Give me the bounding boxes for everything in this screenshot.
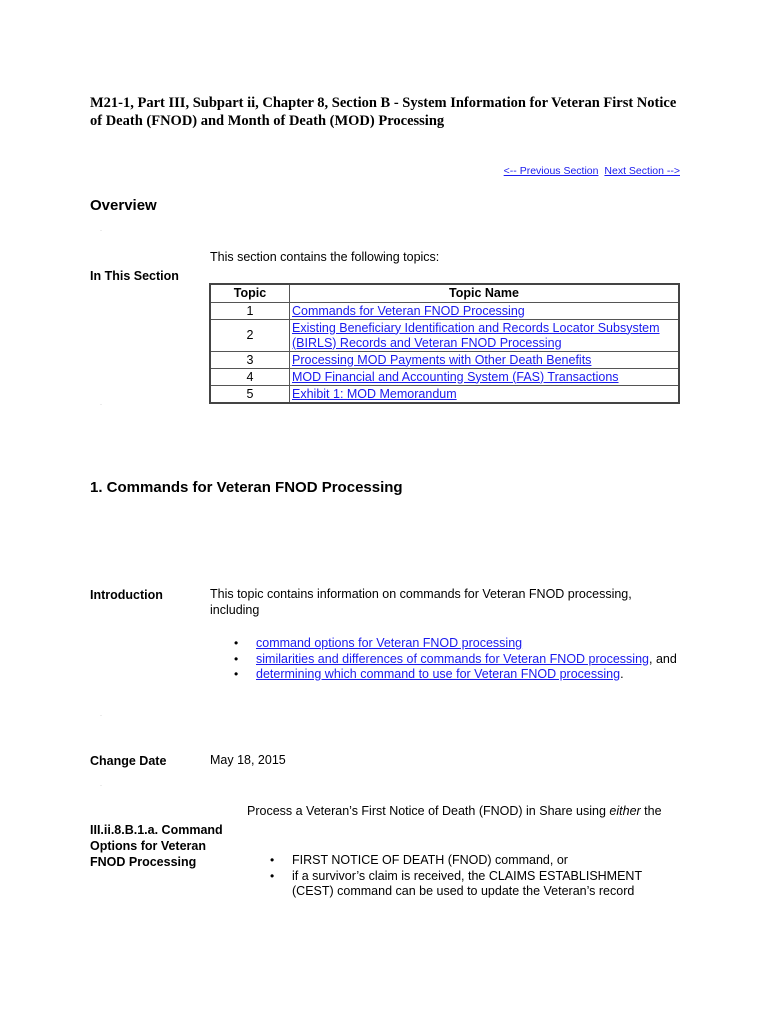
table-row: [210, 369, 679, 386]
topics-table: [209, 283, 680, 404]
divider-mark: ·: [100, 402, 102, 408]
table-row: [210, 386, 679, 404]
block-a-text: [247, 804, 687, 820]
topic-link[interactable]: MOD Financial and Accounting System (FAS) Transactions: [292, 369, 619, 384]
divider-mark: ·: [100, 783, 102, 789]
bullet-suffix: .: [620, 667, 624, 681]
table-row: [210, 320, 679, 352]
topic-number: 1: [210, 303, 290, 320]
block-a-text-end: the: [640, 804, 662, 818]
table-row: [210, 303, 679, 320]
list-item: • if a survivor’s claim is received, the CLAIMS ESTABLISHMENT (CEST) command can be used to update the Veteran’s record: [268, 869, 668, 900]
topic-link[interactable]: Exhibit 1: MOD Memorandum: [292, 386, 457, 401]
change-date-label: Change Date: [90, 754, 167, 768]
topic-number: 4: [210, 369, 290, 386]
topic-number: 5: [210, 386, 290, 404]
bullet-suffix: , and: [649, 651, 677, 666]
divider-mark: ·: [100, 228, 102, 234]
change-date-value: May 18, 2015: [210, 753, 286, 767]
in-this-section-label: In This Section: [90, 269, 179, 283]
section-heading: 1. Commands for Veteran FNOD Processing: [90, 479, 403, 496]
list-item: • FIRST NOTICE OF DEATH (FNOD) command, or: [268, 853, 668, 869]
table-row: [210, 352, 679, 369]
page-title: M21-1, Part III, Subpart ii, Chapter 8, Section B - System Information for Veteran First Notice of Death (FNOD) and Month of Death (MOD) Processing: [90, 95, 677, 129]
block-a-text-start: Process a Veteran’s First Notice of Death (FNOD) in Share using: [247, 804, 610, 818]
section-navigation: [504, 165, 680, 177]
introduction-text: This topic contains information on commands for Veteran FNOD processing, including: [210, 587, 632, 617]
topic-link[interactable]: Commands for Veteran FNOD Processing: [292, 303, 525, 318]
topic-number: 2: [210, 320, 290, 352]
introduction-label: Introduction: [90, 588, 163, 602]
bullet-link[interactable]: command options for Veteran FNOD processing: [256, 636, 523, 650]
divider-mark: ·: [100, 713, 102, 719]
table-header-topic: Topic: [210, 284, 290, 303]
list-item: [232, 667, 682, 683]
block-a-text-emphasis: either: [609, 804, 641, 818]
topic-number: 3: [210, 352, 290, 369]
topic-link[interactable]: Existing Beneficiary Identification and Records Locator Subsystem (BIRLS) Records and Veteran FNOD Processing: [292, 320, 660, 350]
bullet-link[interactable]: similarities and differences of commands for Veteran FNOD processing: [256, 651, 649, 666]
in-this-section-intro: This section contains the following topics:: [210, 250, 440, 264]
next-section-link[interactable]: Next Section -->: [604, 165, 680, 177]
topic-link[interactable]: Processing MOD Payments with Other Death Benefits: [292, 352, 592, 367]
table-header-row: [210, 284, 679, 303]
block-a-label: III.ii.8.B.1.a. Command Options for Veteran FNOD Processing: [90, 823, 223, 869]
previous-section-link[interactable]: <-- Previous Section: [503, 165, 599, 177]
introduction-bullet-list: [232, 636, 682, 683]
bullet-link[interactable]: determining which command to use for Veteran FNOD processing: [256, 667, 621, 681]
list-item: [232, 636, 682, 652]
table-header-topic-name: Topic Name: [290, 284, 680, 303]
list-item: [232, 652, 682, 668]
block-a-bullet-list: [268, 853, 668, 900]
overview-heading: Overview: [90, 197, 157, 214]
